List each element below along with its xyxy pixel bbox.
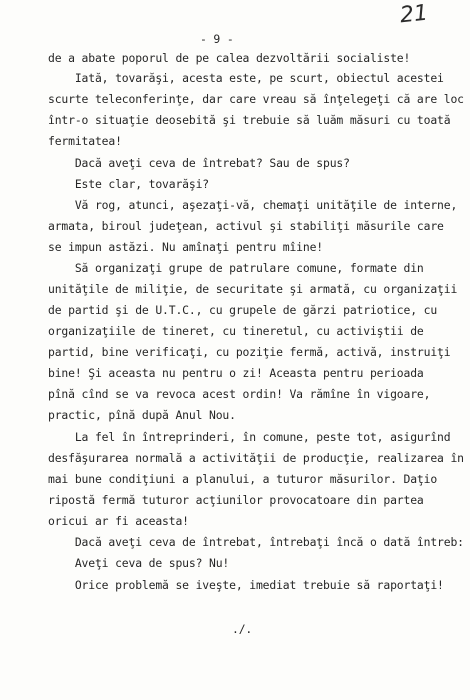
body-line: organizaţiile de tineret, cu tineretul, cu activiştii de xyxy=(48,324,424,338)
body-line: Orice problemă se iveşte, imediat trebuie să raportaţi! xyxy=(48,578,444,592)
body-line: armata, biroul judeţean, activul şi stabiliţi măsurile care xyxy=(48,219,444,233)
handwritten-page-number: 21 xyxy=(398,0,430,29)
end-mark: ./. xyxy=(232,622,253,636)
body-line: partid, bine verificaţi, cu poziţie fermă, activă, instruiţi xyxy=(48,345,451,359)
body-line: bine! Şi aceasta nu pentru o zi! Aceasta pentru perioada xyxy=(48,366,424,380)
body-line: practic, pînă după Anul Nou. xyxy=(48,408,236,422)
body-line: Aveţi ceva de spus? Nu! xyxy=(48,556,230,570)
body-line: de partid şi de U.T.C., cu grupele de gărzi patriotice, cu xyxy=(48,303,438,317)
body-line: Să organizaţi grupe de patrulare comune, formate din xyxy=(48,261,424,275)
body-line: fermitatea! xyxy=(48,134,122,148)
body-line: pînă cînd se va revoca acest ordin! Va rămîne în vigoare, xyxy=(48,387,431,401)
body-line: Vă rog, atunci, aşezaţi-vă, chemaţi unităţile de interne, xyxy=(48,198,458,212)
body-line: mai bune condiţiuni a planului, a tuturor măsurilor. Daţio xyxy=(48,472,438,486)
body-line: oricui ar fi aceasta! xyxy=(48,514,189,528)
body-line: de a abate poporul de pe calea dezvoltării socialiste! xyxy=(48,51,411,65)
body-line: Este clar, tovarăşi? xyxy=(48,177,209,191)
body-line: într-o situaţie deosebită şi trebuie să luăm măsuri cu toată xyxy=(48,113,451,127)
body-line: Dacă aveţi ceva de întrebat? Sau de spus? xyxy=(48,156,350,170)
body-line: Iată, tovarăşi, acesta este, pe scurt, obiectul acestei xyxy=(48,71,444,85)
body-line: La fel în întreprinderi, în comune, peste tot, asigurînd xyxy=(48,430,451,444)
body-line: desfăşurarea normală a activităţii de producţie, realizarea în xyxy=(48,451,464,465)
body-line: Dacă aveţi ceva de întrebat, întrebaţi încă o dată întreb: xyxy=(48,535,464,549)
body-line: se impun astăzi. Nu amînaţi pentru mîine! xyxy=(48,240,324,254)
body-line: scurte teleconferinţe, dar care vreau să înţelegeţi că are loc xyxy=(48,92,464,106)
page-number: - 9 - xyxy=(200,32,234,46)
body-line: ripostă fermă tuturor acţiunilor provocatoare din partea xyxy=(48,493,424,507)
body-line: unităţile de miliţie, de securitate şi armată, cu organizaţii xyxy=(48,282,458,296)
